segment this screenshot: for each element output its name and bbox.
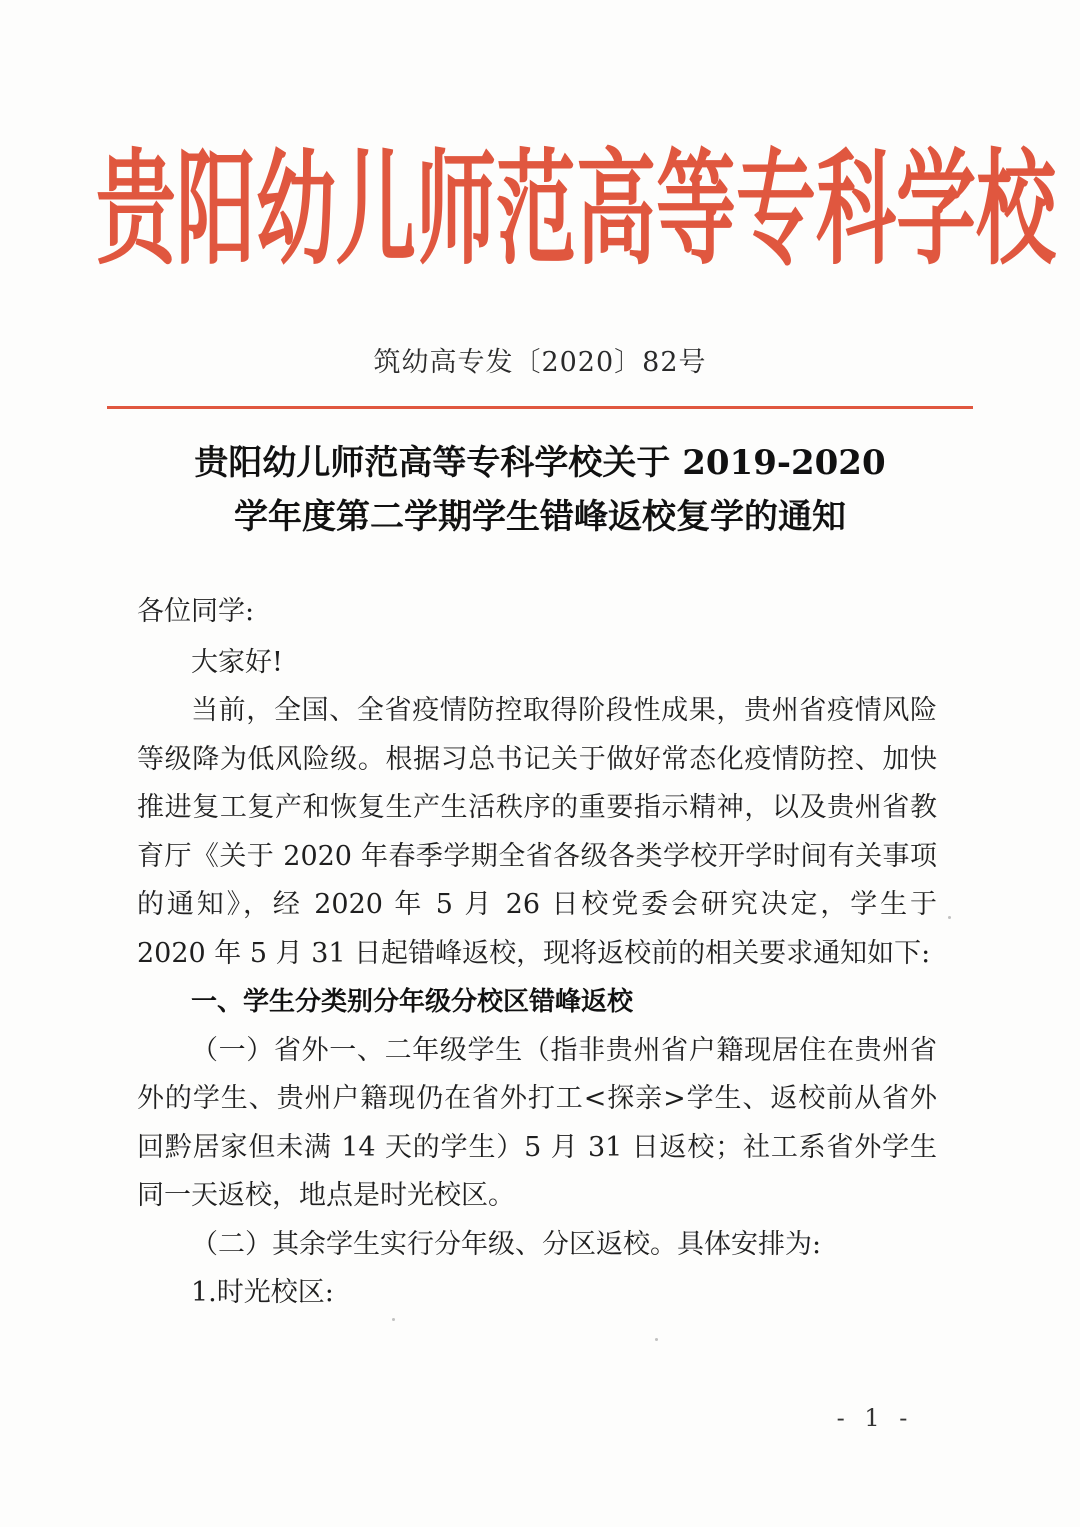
scan-speck <box>655 1338 658 1341</box>
section-1-heading: 一、学生分类别分年级分校区错峰返校 <box>191 987 634 1017</box>
notice-title-line-2: 学年度第二学期学生错峰返校复学的通知 <box>234 497 846 537</box>
greeting: 大家好! <box>191 646 283 678</box>
red-divider-line <box>107 406 973 409</box>
school-masthead: 贵阳幼儿师范高等专科学校 <box>96 137 1056 282</box>
notice-body <box>137 588 937 1318</box>
intro-paragraph: 当前，全国、全省疫情防控取得阶段性成果，贵州省疫情风险等级降为低风险级。根据习总书记关于做好常态化疫情防控、加快推进复工复产和恢复生产生活秩序的重要指示精神，以及贵州省教育厅《关于 2020 年春季学期全省各级各类学校开学时间有关事项的通知》，经 2020 年 5 月 26 日校党委会研究决定，学生于 2020 年 5 月 31 日起错峰返校，现将返校前的相关要求通知如下: <box>137 695 937 969</box>
item-2-paragraph: （二）其余学生实行分年级、分区返校。具体安排为: <box>191 1228 822 1260</box>
item-1-paragraph: （一）省外一、二年级学生（指非贵州省户籍现居住在贵州省外的学生、贵州户籍现仍在省外打工<探亲>学生、返校前从省外回黔居家但未满 14 天的学生）5 月 31 日返校；社工系省外学生同一天返校，地点是时光校区。 <box>137 1034 937 1211</box>
notice-title <box>110 436 970 544</box>
document-number: 筑幼高专发〔2020〕82号 <box>373 347 707 378</box>
page-number: - 1 - <box>836 1404 914 1432</box>
scan-speck <box>392 1318 395 1321</box>
salutation: 各位同学: <box>137 596 255 627</box>
scan-speck <box>948 916 951 919</box>
item-2-sub-1: 1.时光校区: <box>191 1277 334 1308</box>
notice-title-line-1: 贵阳幼儿师范高等专科学校关于 2019-2020 <box>194 443 886 483</box>
